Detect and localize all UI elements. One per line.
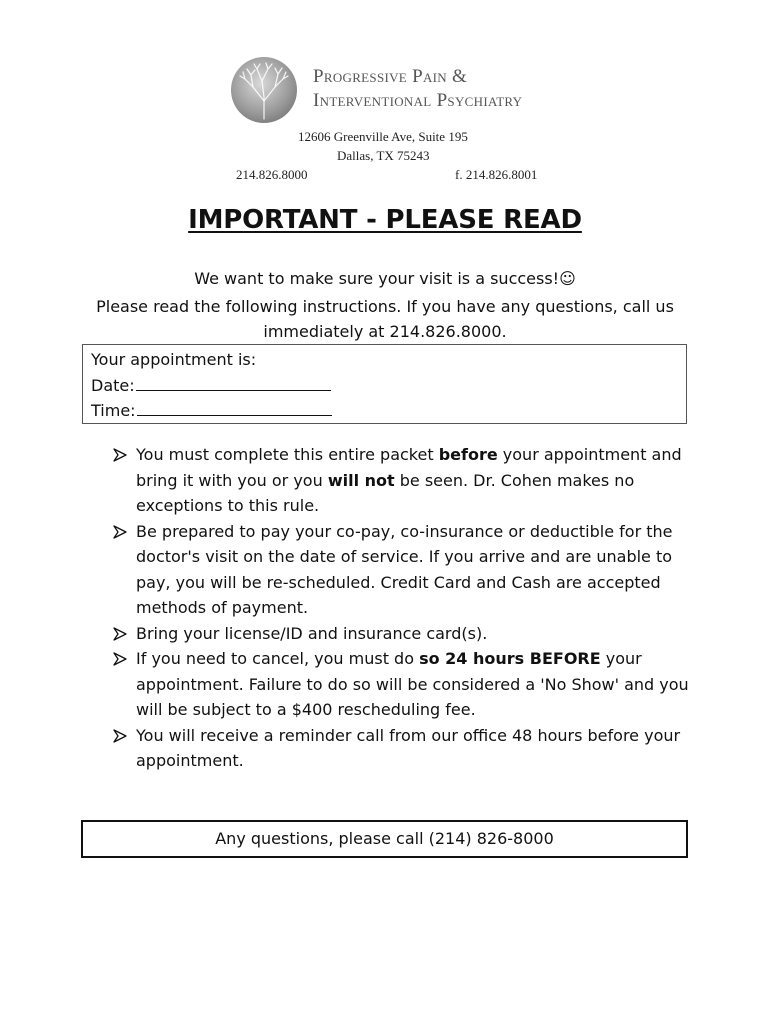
bullet-4-bold: so 24 hours BEFORE (419, 649, 601, 668)
bullet-1-bold-will-not: will not (327, 470, 395, 490)
address-city: Dallas, TX 75243 (337, 148, 430, 163)
arrow-bullet-icon (112, 627, 128, 641)
bullet-4-text-b: your appointment. Failure to do so will be considered a 'No Show' and you will be subject to a $400 rescheduling fee. (136, 649, 689, 719)
appointment-date-row (91, 375, 331, 395)
org-name-line2: Interventional Psychiatry (313, 90, 523, 111)
time-label: Time: (91, 401, 136, 420)
arrow-bullet-icon (112, 729, 128, 743)
phone-number: 214.826.8000 (236, 167, 308, 182)
appointment-heading: Your appointment is: (91, 350, 257, 369)
bullet-1-text-a: You must complete this entire packet (136, 445, 439, 464)
intro-line-1: We want to make sure your visit is a success!☺ (194, 269, 576, 288)
address-street: 12606 Greenville Ave, Suite 195 (298, 129, 468, 144)
date-label: Date: (91, 376, 135, 395)
appointment-time-row (91, 400, 332, 420)
bullet-3-text: Bring your license/ID and insurance card(s). (136, 623, 488, 643)
bullet-5-text: You will receive a reminder call from our office 48 hours before your appointment. (136, 725, 681, 770)
intro-line-2: Please read the following instructions. If you have any questions, call us immediately at 214.826.8000. (96, 297, 674, 341)
list-item (112, 723, 692, 774)
arrow-bullet-icon (112, 448, 128, 462)
arrow-bullet-icon (112, 525, 128, 539)
instructions-list (112, 442, 692, 774)
time-blank-line[interactable] (137, 400, 332, 416)
arrow-bullet-icon (112, 652, 128, 666)
org-name-line1: Progressive Pain & (313, 66, 468, 87)
fax-number: f. 214.826.8001 (455, 167, 538, 182)
tree-logo-icon (231, 57, 297, 123)
page-title-text: IMPORTANT - PLEASE READ (188, 205, 582, 235)
bullet-1-text-b: your appointment and bring it with you or you (136, 445, 682, 490)
list-item (112, 442, 692, 519)
date-blank-line[interactable] (136, 375, 331, 391)
page-title (0, 205, 770, 235)
questions-footer: Any questions, please call (214) 826-8000 (81, 820, 688, 858)
bullet-1-bold-before: before (438, 445, 498, 464)
bullet-2-text: Be prepared to pay your co-pay, co-insurance or deductible for the doctor's visit on the date of service. If you arrive and are unable to pay, you will be re-scheduled. Credit Card and Cash are accepted methods of payment. (136, 521, 673, 617)
appointment-box (82, 344, 687, 424)
bullet-4-text-a: If you need to cancel, you must do (136, 649, 420, 668)
list-item (112, 519, 692, 621)
list-item (112, 621, 692, 647)
bullet-1-text-c: be seen. Dr. Cohen makes no exceptions to this rule. (136, 470, 635, 515)
list-item (112, 646, 692, 723)
